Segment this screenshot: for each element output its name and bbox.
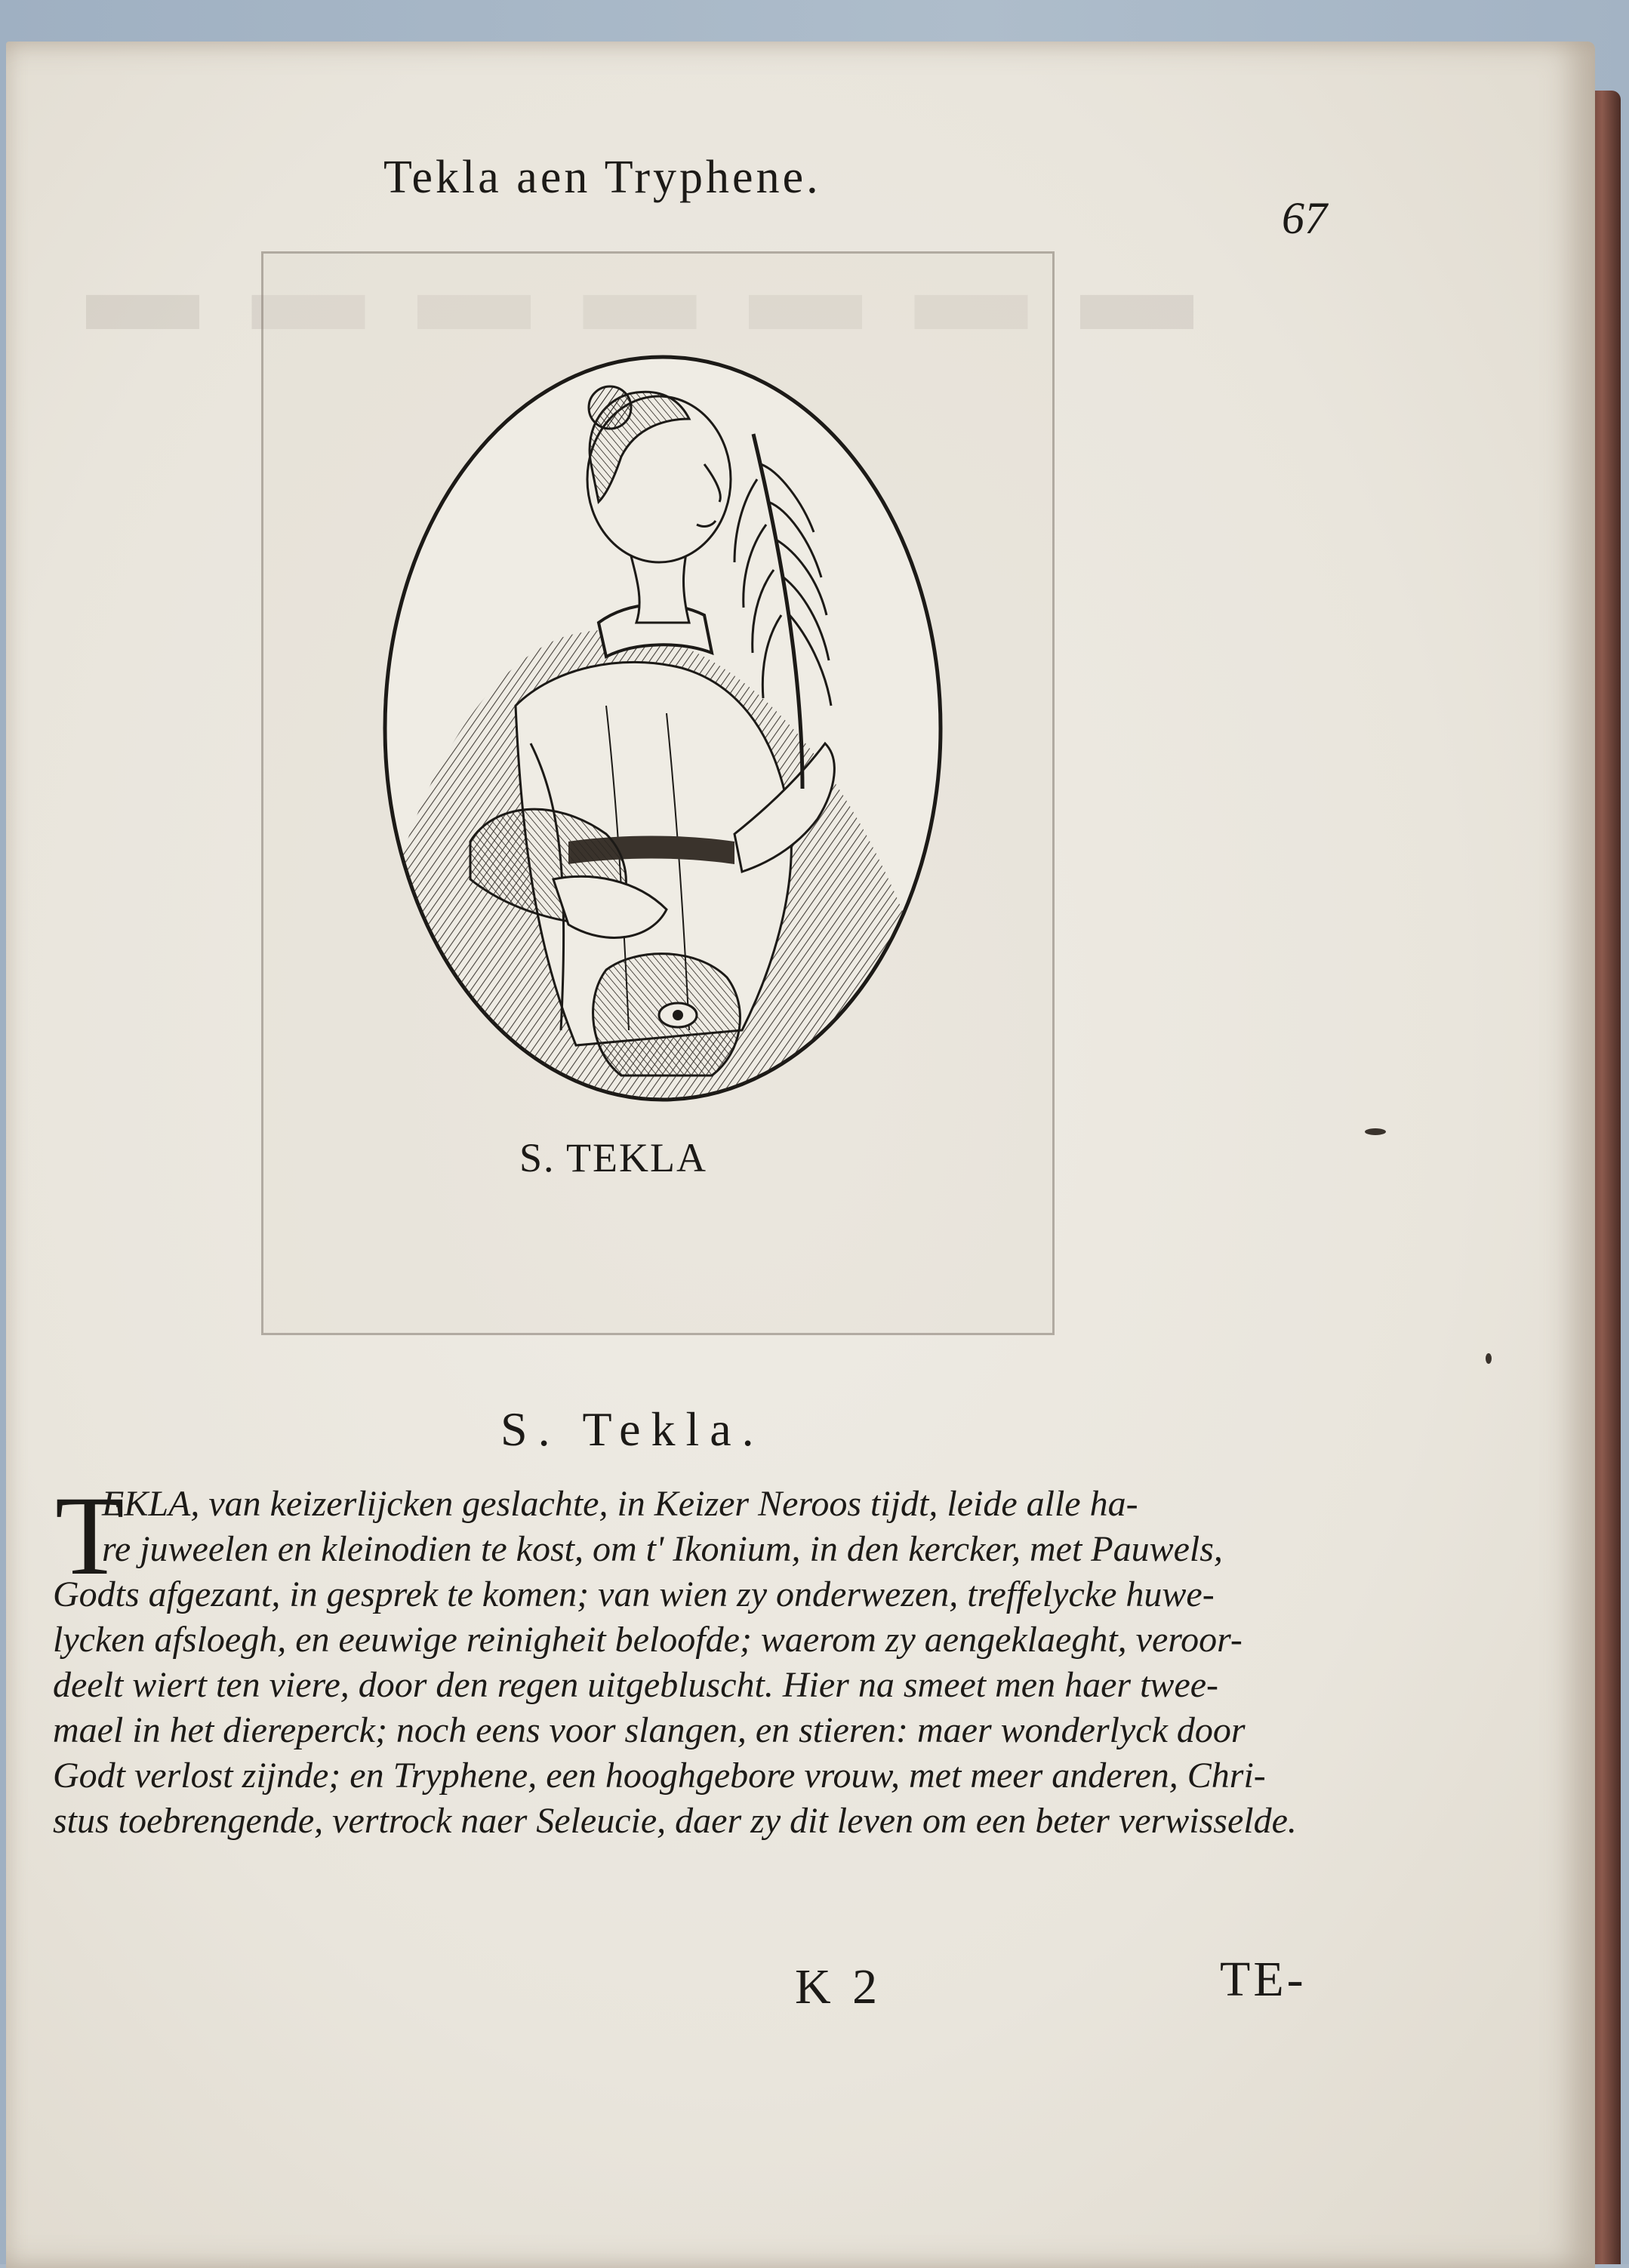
text-line: Godt verlost zijnde; en Tryphene, een hooghgebore vrouw, met meer anderen, Chri- [53, 1756, 1266, 1796]
page-number: 67 [1282, 193, 1327, 243]
body-paragraph [53, 1482, 1336, 1844]
running-head: Tekla aen Tryphene. [383, 152, 821, 203]
book-page [6, 42, 1595, 2268]
portrait-engraving [380, 351, 946, 1106]
text-line: re juweelen en kleinodien te kost, om t' Ikonium, in den kercker, met Pauwels, [102, 1529, 1223, 1569]
show-through-title: ▬ ▬ ▬ ▬ ▬ ▬ ▬ [74, 229, 1193, 354]
text-line: deelt wiert ten viere, door den regen uitgebluscht. Hier na smeet men haer twee- [53, 1665, 1219, 1705]
text-line: EKLA, van keizerlijcken geslachte, in Keizer Neroos tijdt, leide alle ha- [102, 1484, 1138, 1524]
section-title: S. Tekla. [500, 1402, 765, 1456]
ink-speck [1486, 1353, 1492, 1364]
catchword: TE- [1220, 1952, 1307, 2007]
ink-speck [1365, 1128, 1386, 1135]
text-line: Godts afgezant, in gesprek te komen; van wien zy onderwezen, treffelycke huwe- [53, 1574, 1215, 1614]
plate-caption: S. TEKLA [519, 1135, 708, 1180]
text-line: mael in het diereperck; noch eens voor slangen, en stieren: maer wonderlyck door [53, 1710, 1246, 1750]
saint-portrait-illustration [380, 351, 946, 1106]
text-line: lycken afsloegh, en eeuwige reinigheit beloofde; waerom zy aengeklaeght, veroor- [53, 1620, 1243, 1660]
signature-mark: K 2 [795, 1959, 882, 2014]
drop-cap: T [55, 1473, 125, 1599]
text-line: stus toebrengende, vertrock naer Seleucie, daer zy dit leven om een beter verwisselde. [53, 1801, 1297, 1841]
